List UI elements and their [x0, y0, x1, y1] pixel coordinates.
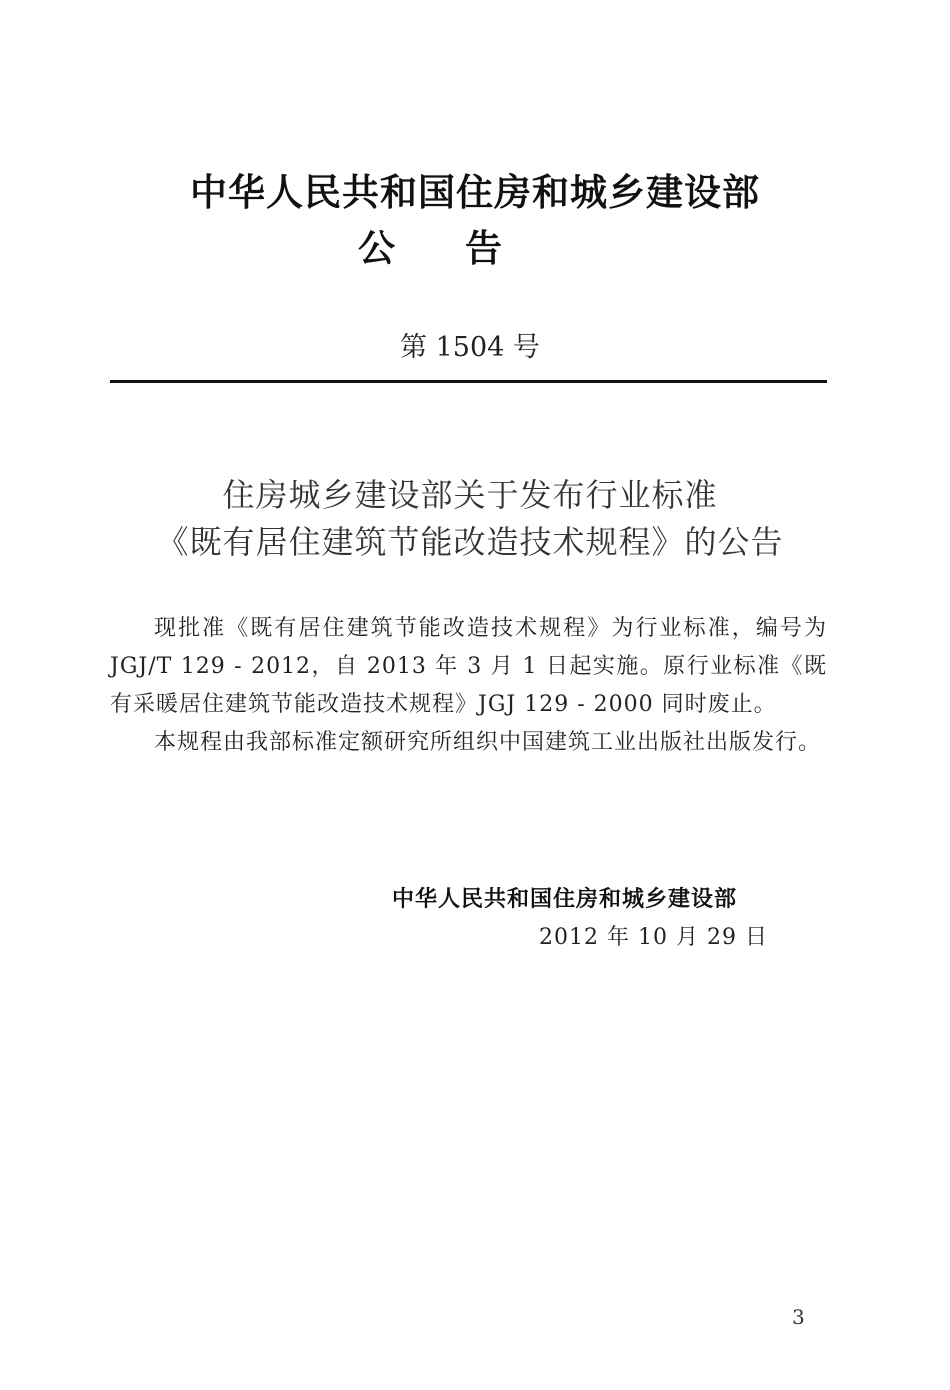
notice-heading: 公告	[358, 227, 572, 270]
body-paragraph-1: 现批准《既有居住建筑节能改造技术规程》为行业标准，编号为 JGJ/T 129 - 2012，自 2013 年 3 月 1 日起实施。原行业标准《既有采暖居住建筑节能改造技术规程》JGJ 129 - 2000 同时废止。	[110, 616, 827, 717]
ministry-heading: 中华人民共和国住房和城乡建设部	[190, 171, 760, 214]
page-number: 3	[792, 1305, 805, 1329]
announcement-title-line-1: 住房城乡建设部关于发布行业标准	[222, 476, 718, 514]
announcement-title-line-2: 《既有居住建筑节能改造技术规程》的公告	[156, 523, 784, 561]
signature-date: 2012 年 10 月 29 日	[539, 925, 768, 950]
notice-number: 第 1504 号	[400, 332, 540, 363]
announcement-body	[110, 610, 827, 762]
header-divider	[110, 380, 827, 383]
signature-organization: 中华人民共和国住房和城乡建设部	[392, 887, 738, 912]
body-paragraph-2: 本规程由我部标准定额研究所组织中国建筑工业出版社出版发行。	[154, 730, 822, 755]
